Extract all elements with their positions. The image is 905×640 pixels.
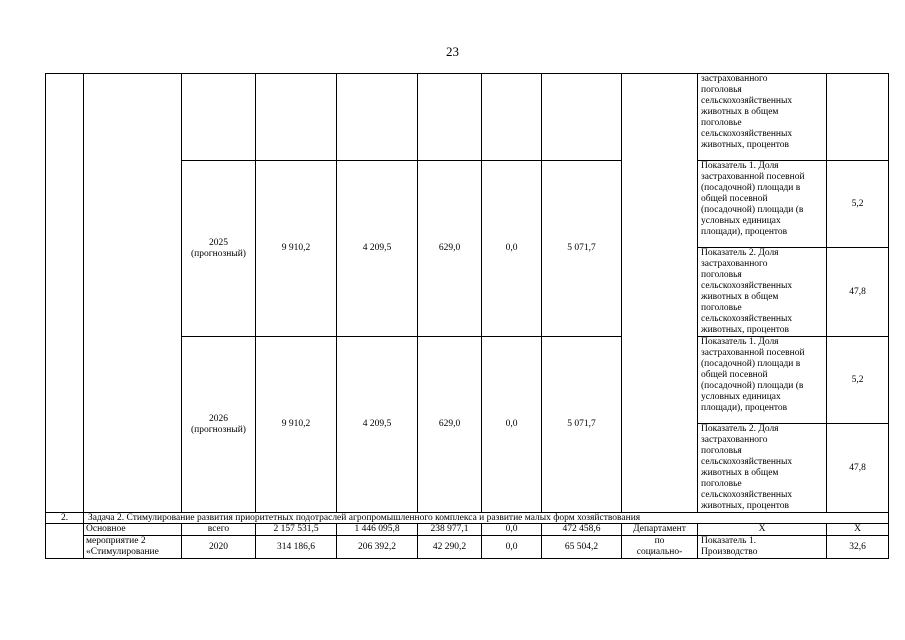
program-table — [45, 73, 889, 559]
year-cell — [182, 74, 256, 161]
executor-line: Департамент — [622, 524, 698, 536]
event-name-line: Основное — [84, 524, 182, 536]
value-cell — [256, 74, 337, 161]
value-cell: 42 290,2 — [418, 536, 482, 559]
indicator-value: 47,8 — [827, 424, 889, 513]
indicator-text: Показатель 1. Доля застрахованной посевной (посадочной) площади в общей посевной (посадочной) площади (в условных единицах площади), процентов — [698, 161, 827, 248]
event-name-cell — [84, 74, 182, 513]
indicator-text: Показатель 1. Доля застрахованной посевной (посадочной) площади в общей посевной (посадочной) площади (в условных единицах площади), процентов — [698, 337, 827, 424]
value-cell: 65 504,2 — [542, 536, 622, 559]
value-cell — [482, 74, 542, 161]
value-cell: 0,0 — [482, 536, 542, 559]
year-cell: всего — [182, 524, 256, 536]
table-row — [46, 536, 889, 559]
page-number: 23 — [446, 44, 459, 59]
indicator-value — [827, 74, 889, 161]
value-cell: 9 910,2 — [256, 337, 337, 513]
year-cell: 2026 (прогнозный) — [182, 337, 256, 513]
value-cell: 0,0 — [482, 337, 542, 513]
task-row — [46, 513, 889, 524]
value-cell: 5 071,7 — [542, 161, 622, 337]
value-cell: 314 186,6 — [256, 536, 337, 559]
executor-line: социально- — [636, 547, 683, 557]
value-cell: 472 458,6 — [542, 524, 622, 536]
indicator-value: 32,6 — [827, 536, 889, 559]
task-title: Задача 2. Стимулирование развития приоритетных подотраслей агропромышленного комплекса и развитие малых форм хозяйствования — [84, 513, 889, 524]
indicator-text: Показатель 2. Доля застрахованного поголовья сельскохозяйственных животных в общем поголовье сельскохозяйственных животных, процентов — [698, 248, 827, 337]
indicator-value: 5,2 — [827, 337, 889, 424]
indicator-text: Показатель 2. Доля застрахованного поголовья сельскохозяйственных животных в общем поголовье сельскохозяйственных животных, процентов — [698, 424, 827, 513]
executor-cell — [622, 74, 698, 513]
executor-cell — [622, 536, 698, 559]
event-name-cell — [84, 536, 182, 559]
value-cell: 4 209,5 — [337, 337, 418, 513]
year-cell: 2025 (прогнозный) — [182, 161, 256, 337]
value-cell: 9 910,2 — [256, 161, 337, 337]
value-cell: 2 157 531,5 — [256, 524, 337, 536]
table-row — [46, 74, 889, 161]
value-cell: 5 071,7 — [542, 337, 622, 513]
executor-line: по — [654, 536, 665, 546]
value-cell: 0,0 — [482, 524, 542, 536]
task-number: 2. — [46, 513, 84, 524]
value-cell: 629,0 — [418, 337, 482, 513]
value-cell — [418, 74, 482, 161]
table-row — [46, 524, 889, 536]
indicator-text: X — [698, 524, 827, 536]
value-cell: 238 977,1 — [418, 524, 482, 536]
value-cell: 4 209,5 — [337, 161, 418, 337]
value-cell — [542, 74, 622, 161]
number-cell — [46, 74, 84, 513]
value-cell: 1 446 095,8 — [337, 524, 418, 536]
indicator-text: застрахованного поголовья сельскохозяйственных животных в общем поголовье сельскохозяйственных животных, процентов — [698, 74, 827, 161]
indicator-value: X — [827, 524, 889, 536]
value-cell: 629,0 — [418, 161, 482, 337]
indicator-value: 47,8 — [827, 248, 889, 337]
indicator-text: Показатель 1. Производство — [698, 536, 827, 559]
number-cell — [46, 524, 84, 559]
value-cell: 206 392,2 — [337, 536, 418, 559]
value-cell — [337, 74, 418, 161]
event-name-line: мероприятие 2 — [86, 536, 146, 546]
event-name-line: «Стимулирование — [86, 547, 159, 557]
year-cell: 2020 — [182, 536, 256, 559]
indicator-value: 5,2 — [827, 161, 889, 248]
value-cell: 0,0 — [482, 161, 542, 337]
